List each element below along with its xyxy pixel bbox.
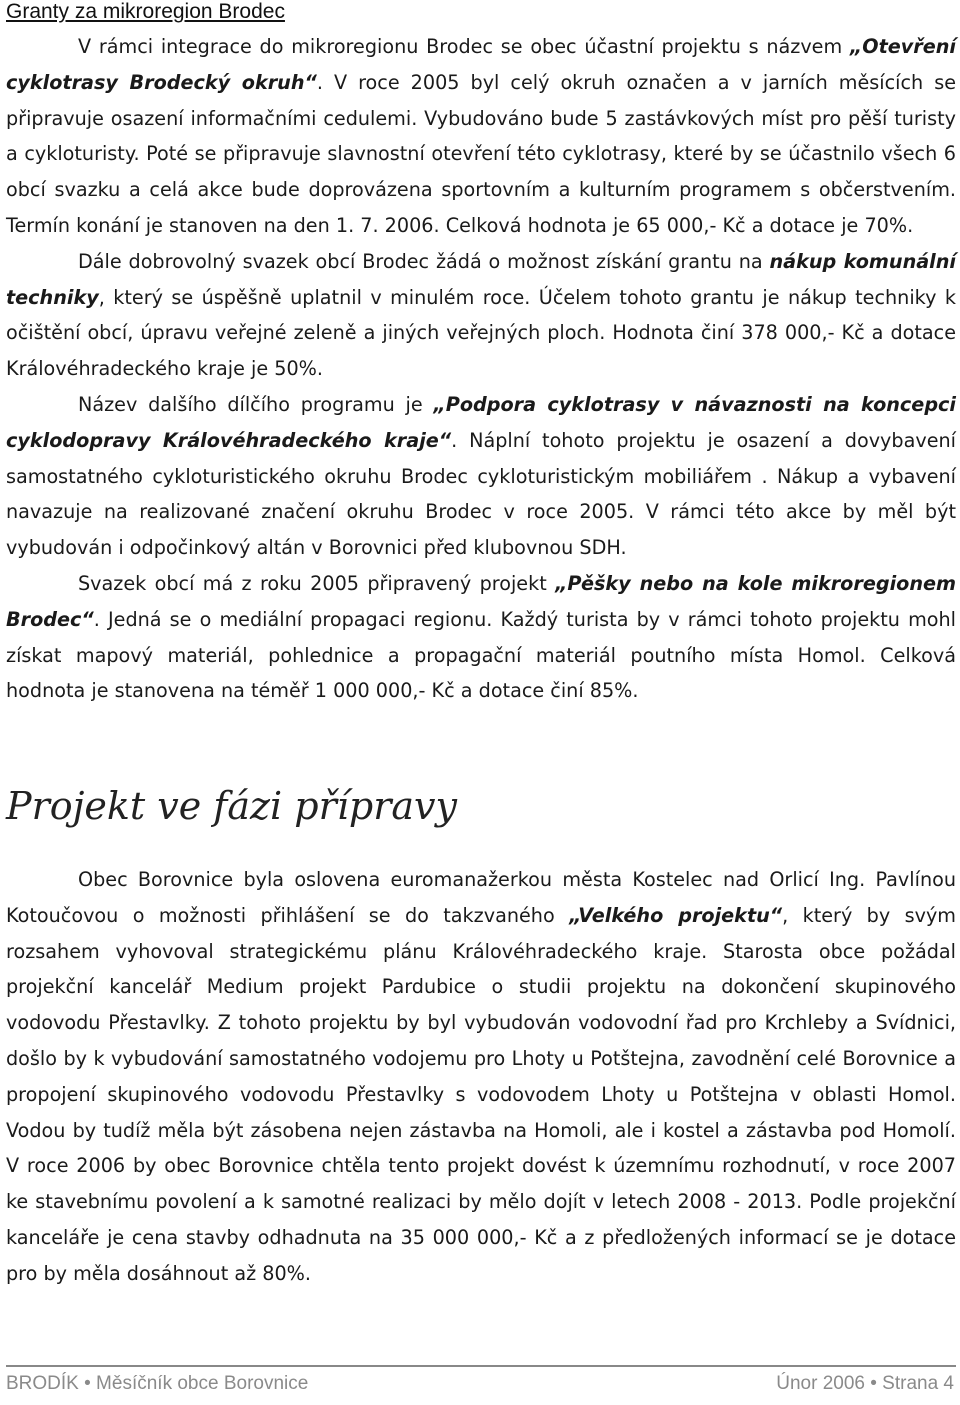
paragraph-technika: Dále dobrovolný svazek obcí Brodec žádá o možnost získání grantu na nákup komunální techniky, který se úspěšně uplatnil v minulém roce. Účelem tohoto grantu je nákup techniky k očištění obcí, úpravu veřejné zeleně a jiných veřejných ploch. Hodnota činí 378 000,- Kč a dotace Královéhradeckého kraje je 50%.	[6, 249, 956, 381]
paragraph-cyklotrasa: V rámci integrace do mikroregionu Brodec se obec účastní projektu s názvem „Otevření cyklotrasy Brodecký okruh“. V roce 2005 byl celý okruh označen a v jarních měsících se připravuje osazení informačními cedulemi. Vybudováno bude 5 zastávkových míst pro pěší turisty a cykloturisty. Poté se připravuje slavnostní otevření této cyklotrasy, které by se účastnilo všech 6 obcí svazku a celá akce bude doprovázena sportovním a kulturním programem s občerstvením. Termín konání je stanoven na den 1. 7. 2006. Celková hodnota je 65 000,- Kč a dotace je 70%.	[6, 35, 956, 237]
section-heading-granty: Granty za mikroregion Brodec	[6, 0, 285, 23]
project-name-emphasis: „Velkého projektu“	[569, 903, 783, 927]
project-name-emphasis: nákup komunální techniky	[6, 249, 956, 309]
section2-body	[6, 862, 956, 1292]
footer-divider	[6, 1365, 956, 1367]
project-name-emphasis: „Podpora cyklotrasy v návaznosti na koncepci cyklodopravy Královéhradeckého kraje“	[6, 392, 957, 452]
section-title-projekt: Projekt ve fázi přípravy	[6, 784, 457, 828]
footer-publication: BRODÍK • Měsíčník obce Borovnice	[6, 1373, 309, 1394]
project-name-emphasis: „Otevření cyklotrasy Brodecký okruh“	[6, 35, 956, 94]
section1-body	[6, 29, 956, 709]
paragraph-velky-projekt: Obec Borovnice byla oslovena euromanažerkou města Kostelec nad Orlicí Ing. Pavlínou Kotoučovou o možnosti přihlášení se do takzvaného „Velkého projektu“, který by svým rozsahem vyhovoval strategickému plánu Královéhradeckého kraje. Starosta obce požádal projekční kancelář Medium projekt Pardubice o studii projektu na dokončení skupinového vodovodu Přestavlky. Z tohoto projektu by byl vybudován vodovodní řad pro Krchleby a Svídnici, došlo by k vybudování samostatného vodojemu pro Lhoty u Potštejna, zavodnění celé Borovnice a propojení skupinového vodovodu Přestavlky s vodovodem Lhoty u Potštejna v oblasti Homol. Vodou by tudíž měla být zásobena nejen zástavba na Homoli, ale i kostel a zástavba pod Homolí. V roce 2006 by obec Borovnice chtěla tento projekt dovést k územnímu rozhodnutí, v roce 2007 ke stavebnímu povolení a k samotné realizaci by mělo dojít v letech 2008 - 2013. Podle projekční kanceláře je cena stavby odhadnuta na 35 000 000,- Kč a z předložených informací se je dotace pro by měla dosáhnout až 80%.	[6, 868, 956, 1285]
project-name-emphasis: „Pěšky nebo na kole mikroregionem Brodec“	[6, 571, 956, 631]
footer-page-info: Únor 2006 • Strana 4	[776, 1373, 954, 1394]
paragraph-pesky-nebo-na-kole: Svazek obcí má z roku 2005 připravený projekt „Pěšky nebo na kole mikroregionem Brodec“. Jedná se o mediální propagaci regionu. Každý turista by v rámci tohoto projektu mohl získat mapový materiál, pohlednice a propagační materiál poutního místa Homol. Celková hodnota je stanovena na téměř 1 000 000,- Kč a dotace činí 85%.	[6, 571, 956, 703]
page-footer	[6, 1373, 956, 1399]
paragraph-podpora-cyklotrasy: Název dalšího dílčího programu je „Podpora cyklotrasy v návaznosti na koncepci cyklodopravy Královéhradeckého kraje“. Náplní tohoto projektu je osazení a dovybavení samostatného cykloturistického okruhu Brodec cykloturistickým mobiliářem . Nákup a vybavení navazuje na realizované značení okruhu Brodec v roce 2005. V rámci této akce by měl být vybudován i odpočinkový altán v Borovnici před klubovnou SDH.	[6, 392, 957, 560]
